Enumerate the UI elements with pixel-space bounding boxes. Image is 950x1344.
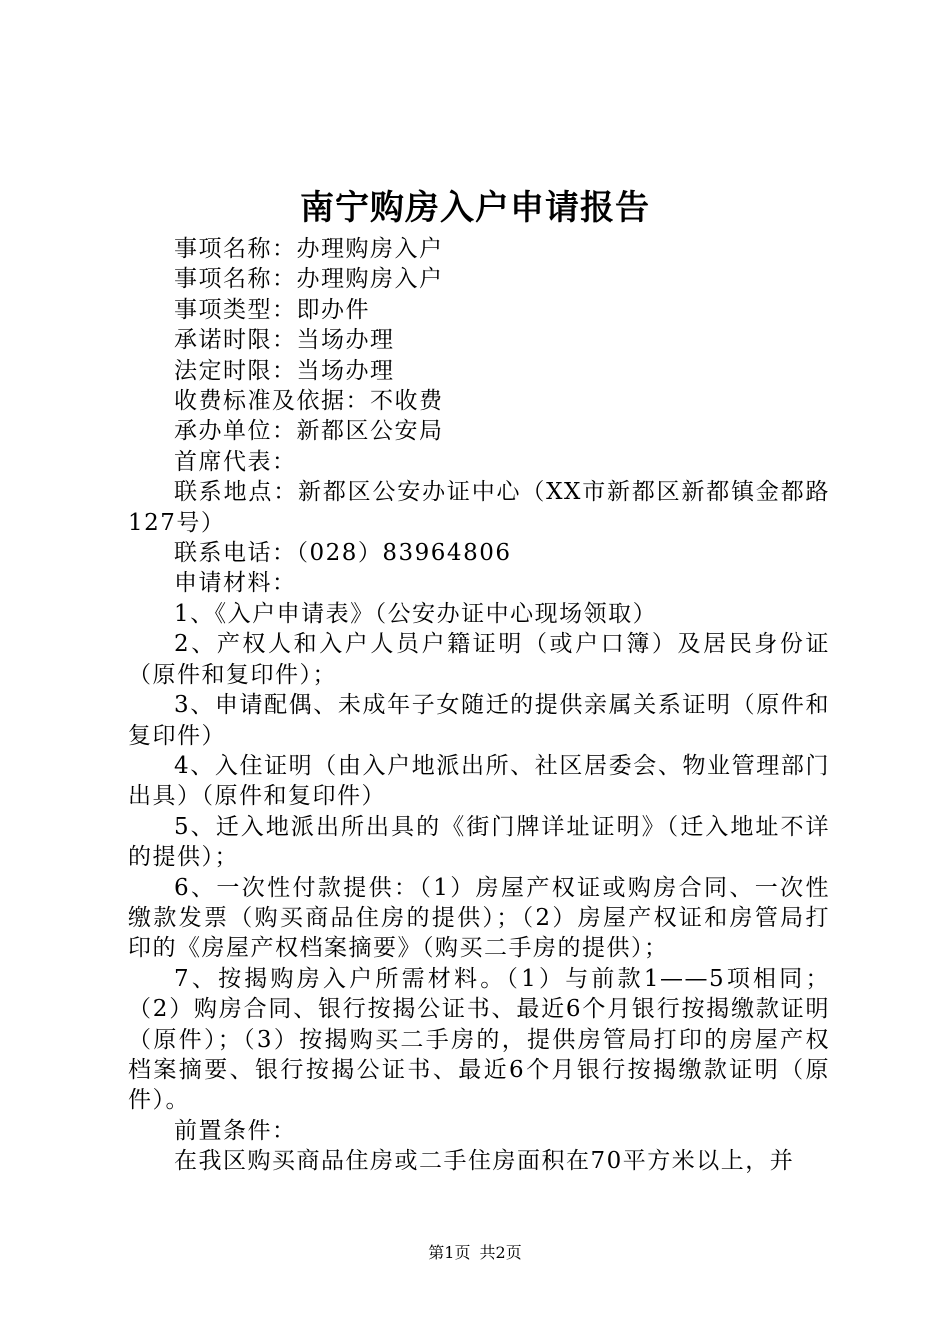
paragraph-promised-time: 承诺时限：当场办理 bbox=[174, 327, 395, 354]
paragraph-material-7: 7、按揭购房入户所需材料。（1）与前款1——5项相同；（2）购房合同、银行按揭公证书、最近6个月银行按揭缴款证明（原件）；（3）按揭购买二手房的，提供房管局打印的房屋产权档案摘要、银行按揭公证书、最近6个月银行按揭缴款证明（原件）。 bbox=[128, 965, 830, 1114]
paragraph-chief-representative: 首席代表： bbox=[174, 448, 297, 475]
page-total: 共2页 bbox=[479, 1243, 522, 1262]
paragraph-item-name: 事项名称：办理购房入户 bbox=[174, 236, 444, 262]
paragraph-preconditions-heading: 前置条件： bbox=[174, 1117, 297, 1144]
paragraph-contact-phone: 联系电话：（028）83964806 bbox=[174, 540, 512, 567]
paragraph-contact-address: 联系地点：新都区公安办证中心（XX市新都区新都镇金都路127号） bbox=[128, 479, 830, 536]
paragraph-materials-heading: 申请材料： bbox=[174, 570, 297, 597]
paragraph-fee: 收费标准及依据：不收费 bbox=[174, 388, 444, 415]
paragraph-material-2: 2、产权人和入户人员户籍证明（或户口簿）及居民身份证（原件和复印件）； bbox=[128, 631, 830, 688]
page-footer bbox=[0, 1241, 950, 1265]
paragraph-preconditions-text: 在我区购买商品住房或二手住房面积在70平方米以上，并 bbox=[174, 1148, 795, 1175]
paragraph-legal-time: 法定时限：当场办理 bbox=[174, 357, 395, 384]
paragraph-material-4: 4、入住证明（由入户地派出所、社区居委会、物业管理部门出具）（原件和复印件） bbox=[128, 752, 830, 810]
paragraph-material-6: 6、一次性付款提供：（1）房屋产权证或购房合同、一次性缴款发票（购买商品住房的提供）；（2）房屋产权证和房管局打印的《房屋产权档案摘要》（购买二手房的提供）； bbox=[128, 874, 830, 962]
paragraph-material-3: 3、申请配偶、未成年子女随迁的提供亲属关系证明（原件和复印件） bbox=[128, 692, 830, 749]
document-title: 南宁购房入户申请报告 bbox=[300, 188, 650, 228]
document-body bbox=[128, 234, 830, 1177]
paragraph-handling-unit: 承办单位：新都区公安局 bbox=[174, 418, 444, 445]
paragraph-material-5: 5、迁入地派出所出具的《街门牌详址证明》（迁入地址不详的提供）； bbox=[128, 813, 830, 871]
paragraph-item-name-repeat: 事项名称：办理购房入户 bbox=[174, 266, 444, 293]
page-number: 第1页 bbox=[428, 1243, 471, 1262]
paragraph-material-1: 1、《入户申请表》（公安办证中心现场领取） bbox=[174, 600, 658, 627]
paragraph-item-type: 事项类型：即办件 bbox=[174, 296, 370, 323]
